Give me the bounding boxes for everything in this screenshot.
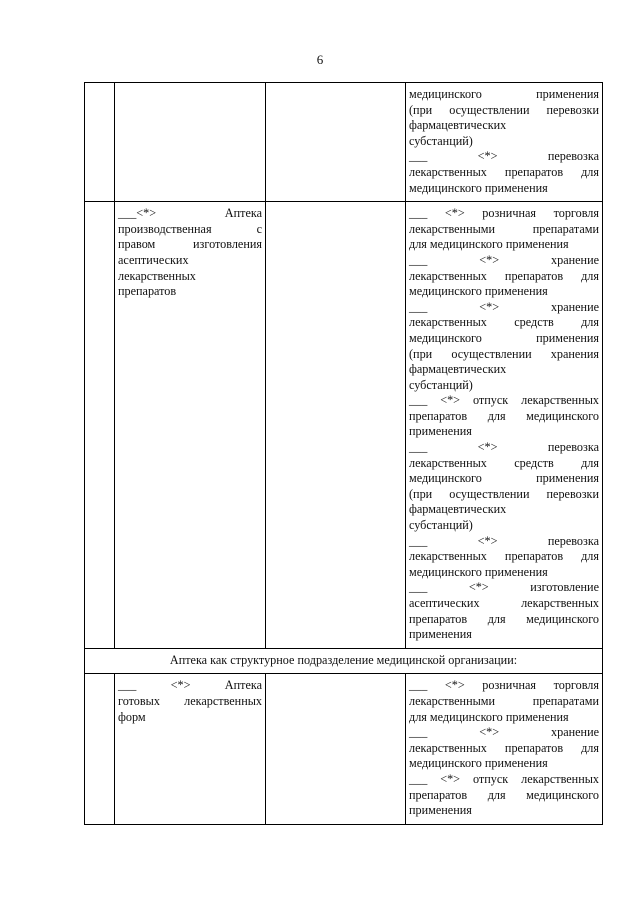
activity-line: лекарственных препаратов для [409,740,599,755]
table-row [85,83,603,202]
activity-line: субстанций) [409,518,473,533]
activity-line: медицинского применения [409,330,599,345]
activity-line: ___ <*> розничная торговля [409,678,599,693]
section-header-row [85,648,603,674]
table-row [85,674,603,824]
activity-line: препаратов для медицинского [409,408,599,423]
activity-line: лекарственными препаратами [409,693,599,708]
activity-line: медицинского применения [409,87,599,101]
pharmacy-type-cell [115,674,266,824]
activity-cell [406,674,603,824]
page-number: 6 [316,52,324,67]
activity-line: субстанций) [409,377,473,392]
activity-line: медицинского применения [409,284,548,299]
activity-line: ___ <*> хранение [409,299,599,314]
activity-line: лекарственных препаратов для [409,268,599,283]
activity-line: (при осуществлении перевозки [409,102,599,117]
activities-table [84,82,603,825]
activity-line: ___ <*> перевозка [409,533,599,548]
empty-cell [266,83,406,202]
activity-line: фармацевтических [409,118,507,133]
pharmacy-type-cell [115,83,266,202]
activity-line: лекарственных препаратов для [409,164,599,179]
number-cell [85,674,115,824]
pharmacy-type-line: готовых лекарственных [118,693,262,708]
pharmacy-type-line: производственная с [118,221,262,236]
activity-line: лекарственными препаратами [409,221,599,236]
activity-line: ___ <*> перевозка [409,440,599,455]
table-row [85,202,603,649]
activity-line: субстанций) [409,133,473,148]
pharmacy-type-line: ___ <*> Аптека [118,678,262,693]
activity-line: препаратов для медицинского [409,787,599,802]
number-cell [85,202,115,649]
activity-line: лекарственных препаратов для [409,549,599,564]
pharmacy-type-line: форм [118,709,146,724]
activity-line: медицинского применения [409,180,548,195]
activity-line: применения [409,803,472,818]
number-cell [85,83,115,202]
pharmacy-type-line: лекарственных [118,268,196,283]
activity-line: применения [409,424,472,439]
activity-line: фармацевтических [409,362,507,377]
activity-line: медицинского применения [409,756,548,771]
activity-line: применения [409,627,472,642]
activity-line: (при осуществлении перевозки [409,486,599,501]
pharmacy-type-line: асептических [118,252,189,267]
pharmacy-type-line: препаратов [118,284,177,299]
section-header: Аптека как структурное подразделение медицинской организации: [85,648,603,674]
activity-line: для медицинского применения [409,237,569,252]
activity-line: ___ <*> хранение [409,725,599,740]
activity-line: лекарственных средств для [409,455,599,470]
empty-cell [266,202,406,649]
activity-line: лекарственных средств для [409,315,599,330]
activity-cell [406,202,603,649]
activity-line: препаратов для медицинского [409,611,599,626]
activity-line: медицинского применения [409,564,548,579]
activity-line: асептических лекарственных [409,596,599,610]
pharmacy-type-line: правом изготовления [118,237,262,252]
activity-line: ___ <*> перевозка [409,149,599,164]
activity-cell [406,83,603,202]
activity-line: медицинского применения [409,471,599,486]
activity-line: ___ <*> розничная торговля [409,206,599,221]
activity-line: ___ <*> отпуск лекарственных [409,393,599,408]
activity-line: ___ <*> изготовление [409,580,599,595]
activity-line: (при осуществлении хранения [409,346,599,361]
empty-cell [266,674,406,824]
activity-line: фармацевтических [409,502,507,517]
pharmacy-type-line: ___<*> Аптека [118,206,262,221]
pharmacy-type-cell [115,202,266,649]
activity-line: ___ <*> отпуск лекарственных [409,771,599,786]
activity-line: ___ <*> хранение [409,252,599,267]
activity-line: для медицинского применения [409,709,569,724]
